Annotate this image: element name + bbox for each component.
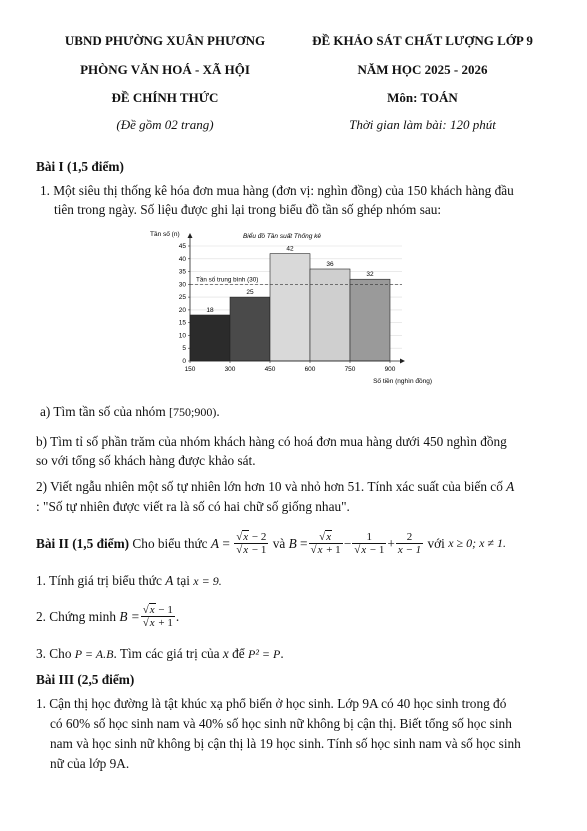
- mean-reference-label: Tần số trung bình (30): [196, 276, 259, 284]
- var-B: B: [288, 535, 297, 551]
- office-name: PHÒNG VĂN HOÁ - XÃ HỘI: [80, 62, 250, 77]
- fracA-num-rest: − 2: [249, 530, 267, 543]
- y-tick-label: 25: [178, 294, 186, 302]
- fracB1-den-rad: x: [317, 543, 323, 556]
- fracA-num-rad: x: [243, 530, 249, 543]
- s2q3-expr: P = A.B: [74, 647, 114, 661]
- fracB1-num: x: [326, 530, 332, 543]
- q1b-line1: b) Tìm tỉ số phần trăm của nhóm khách hàng có hoá đơn mua hàng dưới 450 nghìn đồng: [36, 434, 507, 449]
- y-tick-label: 5: [182, 345, 186, 353]
- subject: Môn: TOÁN: [387, 90, 458, 105]
- bar: [310, 269, 350, 361]
- bar-value-label: 18: [206, 307, 214, 314]
- q1-text-line1: 1. Một siêu thị thống kê hóa đơn mua hàng (đơn vị: nghìn đồng) của 150 khách hàng đầu: [40, 183, 514, 198]
- y-tick-label: 40: [178, 255, 186, 263]
- bar: [350, 279, 390, 361]
- s3-line2: có 60% số học sinh nam và 40% số học sinh nữ không bị cận thị. Biết tổng số học sinh: [50, 716, 512, 731]
- s3-line1: 1. Cận thị học đường là tật khúc xạ phổ biến ở học sinh. Lớp 9A có 40 học sinh trong đó: [36, 696, 507, 711]
- q2-line2: : "Số tự nhiên được viết ra là số có hai chữ số giống nhau".: [36, 499, 350, 514]
- x-tick-label: 450: [264, 366, 276, 373]
- s2q1-at: tại: [176, 573, 190, 588]
- fracB2-num: 1: [352, 531, 386, 544]
- x-tick-label: 300: [224, 366, 236, 373]
- section2-q3: [36, 644, 284, 664]
- condition-word: với: [427, 535, 445, 551]
- q1-text-line2: tiên trong ngày. Số liệu được ghi lại trong biểu đồ tần số ghép nhóm sau:: [54, 202, 442, 217]
- exam-title: ĐỀ KHẢO SÁT CHẤT LƯỢNG LỚP 9: [312, 33, 533, 48]
- fracB2-den-rad: x: [361, 543, 367, 556]
- section-2-intro: Cho biểu thức: [132, 535, 208, 551]
- section-1-title: Bài I (1,5 điểm): [36, 159, 124, 174]
- q1b-line2: so với tổng số khách hàng được khảo sát.: [36, 453, 256, 468]
- s3-line4: nữ của lớp 9A.: [50, 756, 130, 771]
- fracA-den-rest: − 1: [249, 543, 267, 556]
- histogram-chart: [140, 224, 440, 390]
- s2q2-var: B =: [119, 608, 140, 624]
- chart-x-label: Số tiền (nghìn đồng): [373, 378, 432, 385]
- fracB3-num: 2: [396, 531, 423, 544]
- s2q3-expr2: P² = P: [248, 647, 281, 661]
- bar-value-label: 25: [246, 289, 254, 297]
- s2q3-text-a: 3. Cho: [36, 646, 72, 661]
- fraction-A: $\frac{√x - 2}{√x - 1}$: [236, 530, 267, 556]
- q2-num-rest: − 1: [155, 603, 173, 616]
- q2-num-rad: x: [149, 603, 155, 616]
- q2-text: 2) Viết ngẫu nhiên một số tự nhiên lớn hơn 10 và nhỏ hơn 51. Tính xác suất của biến cố: [36, 479, 503, 494]
- section-2-line: Bài II (1,5 điểm) Cho biểu thức A = $\frac{√x - 2}{√x - 1}$ và B = $\frac{√x}{√x + 1}$ − $\frac{1}{√x - 1}$ + $\frac{2}{x - 1}$ với x ≥ 0; x ≠ 1.: [36, 530, 507, 556]
- q2-den-rest: + 1: [155, 616, 173, 629]
- q2-line1: [36, 477, 514, 496]
- section2-q2: [36, 598, 179, 634]
- bar-value-label: 42: [286, 245, 294, 253]
- x-tick-label: 750: [344, 366, 356, 373]
- x-axis-arrow: [400, 359, 405, 364]
- s2q3-text-c: để: [232, 646, 245, 661]
- chart-title: Biểu đồ Tần suất Thống kê: [242, 233, 322, 240]
- y-tick-label: 0: [182, 358, 186, 365]
- official-label: ĐỀ CHÍNH THỨC: [111, 90, 219, 105]
- bar: [270, 254, 310, 361]
- fracB3-den: x − 1: [397, 543, 422, 556]
- bar-value-label: 32: [366, 271, 374, 279]
- y-tick-label: 35: [178, 268, 186, 276]
- exam-duration: Thời gian làm bài: 120 phút: [349, 117, 496, 132]
- fraction-B1: $\frac{√x}{√x + 1}$: [310, 530, 341, 556]
- q1a-interval: [750;900): [169, 405, 217, 419]
- s2q3-text-b: . Tìm các giá trị của: [113, 646, 220, 661]
- bar: [190, 315, 230, 361]
- q1a-text: a) Tìm tần số của nhóm: [40, 404, 166, 419]
- y-tick-label: 15: [178, 319, 186, 327]
- q2-event-var: A: [506, 479, 515, 494]
- section2-q1: [36, 571, 222, 591]
- section-3-title: Bài III (2,5 điểm): [36, 672, 135, 687]
- x-tick-label: 150: [184, 366, 196, 373]
- q2-den-rad: x: [149, 616, 155, 629]
- s2q1-expr: x = 9.: [193, 574, 222, 588]
- x-tick-label: 900: [384, 366, 396, 373]
- section-2-title: Bài II (1,5 điểm): [36, 535, 130, 551]
- bar: [230, 297, 270, 361]
- condition-expr: x ≥ 0; x ≠ 1.: [448, 535, 507, 550]
- x-tick-label: 600: [304, 366, 316, 373]
- bar-value-label: 36: [326, 261, 334, 268]
- y-tick-label: 20: [178, 306, 186, 314]
- s2q3-end: .: [280, 646, 284, 661]
- page-count-note: (Đề gồm 02 trang): [116, 117, 214, 132]
- fraction-B2: $\frac{1}{√x - 1}$: [354, 530, 385, 556]
- s2q1-text: 1. Tính giá trị biểu thức: [36, 573, 162, 588]
- y-tick-label: 30: [178, 281, 186, 289]
- and-word: và: [272, 535, 286, 551]
- fraction-B3: [396, 531, 423, 556]
- fracB2-den-rest: − 1: [367, 543, 385, 556]
- q1a-period: .: [216, 404, 220, 419]
- chart-y-label: Tần số (n): [150, 231, 180, 238]
- q1a-line: [40, 402, 220, 422]
- fraction-q2: $\frac{√x - 1}{√x + 1}$: [142, 603, 173, 629]
- fracB1-den-rest: + 1: [323, 543, 341, 556]
- chart-bars: [190, 246, 402, 361]
- s2q2-text: 2. Chứng minh: [36, 608, 116, 624]
- school-department: UBND PHƯỜNG XUÂN PHƯƠNG: [64, 33, 266, 48]
- y-tick-label: 10: [178, 332, 186, 340]
- s2q2-end: .: [175, 608, 180, 624]
- y-axis-arrow: [188, 233, 193, 238]
- y-tick-label: 45: [178, 243, 186, 250]
- s2q3-x: x: [222, 646, 229, 661]
- s3-line3: nam và học sinh nữ không bị cận thị là 19 học sinh. Tính số học sinh nam và số học sinh: [50, 736, 521, 751]
- var-A: A: [210, 535, 220, 551]
- fracA-den-rad: x: [243, 543, 249, 556]
- s2q1-var: A: [165, 573, 174, 588]
- school-year: NĂM HỌC 2025 - 2026: [357, 62, 488, 77]
